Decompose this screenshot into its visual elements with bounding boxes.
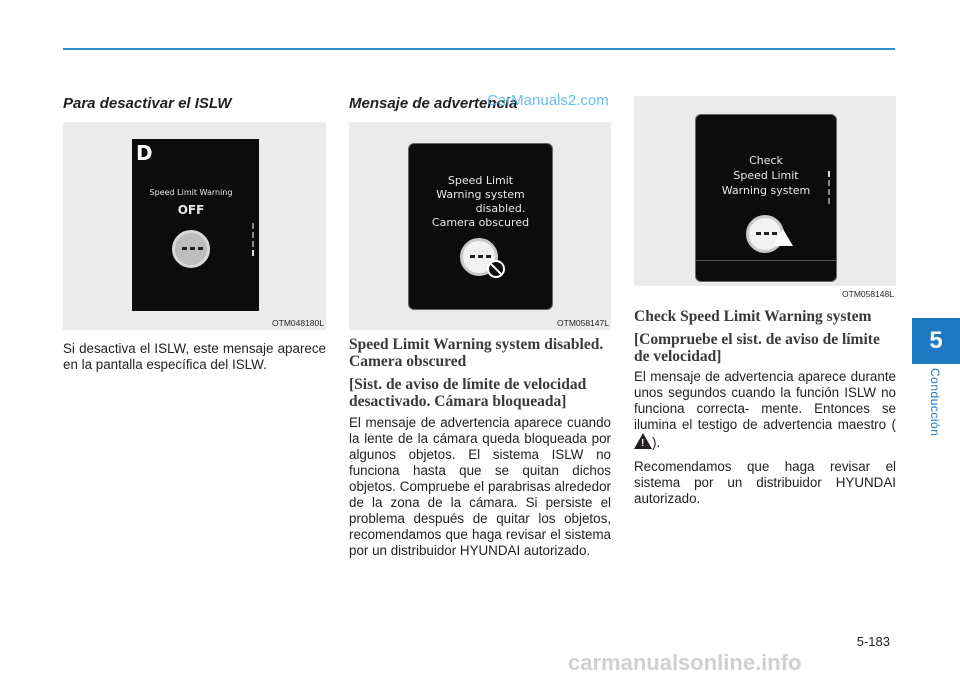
gauge-ticks [252,223,254,259]
cluster-screen [408,143,553,310]
figure-camera-obscured [349,122,611,330]
message-translation: [Sist. de aviso de límite de velocidad desactivado. Cámara bloqueada] [349,376,587,410]
screen-line-1: Speed Limit Warning [149,188,233,197]
gear-indicator: D [136,141,153,165]
message-heading: Speed Limit Warning system disabled. Camera obscured [349,336,604,370]
prohibited-icon [487,260,505,278]
paragraph-part: ). [652,435,661,450]
master-warning-icon [634,433,652,449]
figure-islw-off [63,122,326,330]
chapter-number: 5 [929,327,943,354]
body-text-col3 [634,369,896,515]
watermark: CarManuals2.com [487,92,609,109]
cluster-screen [132,139,259,311]
body-text-col2 [349,415,611,567]
screen-message [409,174,552,230]
screen-line-3: disabled. [475,202,526,215]
chapter-tab [912,318,960,364]
paragraph: Si desactiva el ISLW, este mensaje aparece en la pantalla específica del ISLW. [63,341,326,372]
screen-line-1: Speed Limit [447,174,514,187]
paragraph: El mensaje de advertencia aparece cuando la lente de la cámara queda bloqueada por algunos objetos. El sistema ISLW no funciona hasta que se quitan dichos objetos. Compruebe el parabrisas alrededor de la zona de la cámara. Si persiste el problema después de quitar los objetos, recomendamos que haga revisar el sistema por un distribuidor HYUNDAI autorizado. [349,415,611,558]
screen-line-2: Speed Limit [733,169,799,182]
figure-code: OTM058148L [842,289,894,299]
section-title-deactivate: Para desactivar el ISLW [63,95,232,112]
cluster-screen [695,114,837,282]
body-text-col1 [63,341,326,381]
screen-line-2: OFF [177,203,205,217]
page-number: 5-183 [856,634,890,649]
warning-triangle-icon [773,229,793,246]
gauge-ticks [828,171,830,207]
footer-watermark: carmanualsonline.info [568,650,802,675]
message-heading: Check Speed Limit Warning system [634,308,872,325]
screen-message [696,153,836,198]
screen-line-1: Check [749,154,783,167]
screen-line-2: Warning system [436,188,525,201]
message-translation: [Compruebe el sist. de aviso de límite de velocidad] [634,331,880,365]
screen-line-3: Warning system [721,184,811,197]
figure-code: OTM048180L [272,318,324,328]
section-title-warning: Mensaje de advertencia [349,95,518,112]
top-rule [63,48,895,50]
paragraph-part: El mensaje de advertencia aparece durante unos segundos cuando la función ISLW no funciona correcta- mente. Entonces se ilumina el testigo de advertencia maestro ( [634,369,896,432]
chapter-label: Conducción [928,368,942,437]
paragraph [634,369,896,451]
speed-limit-sign-icon [172,230,210,268]
screen-line-4: Camera obscured [431,216,530,229]
figure-check-system [634,96,896,299]
paragraph: Recomendamos que haga revisar el sistema por un distribuidor HYUNDAI autorizado. [634,459,896,506]
figure-code: OTM058147L [557,318,609,328]
